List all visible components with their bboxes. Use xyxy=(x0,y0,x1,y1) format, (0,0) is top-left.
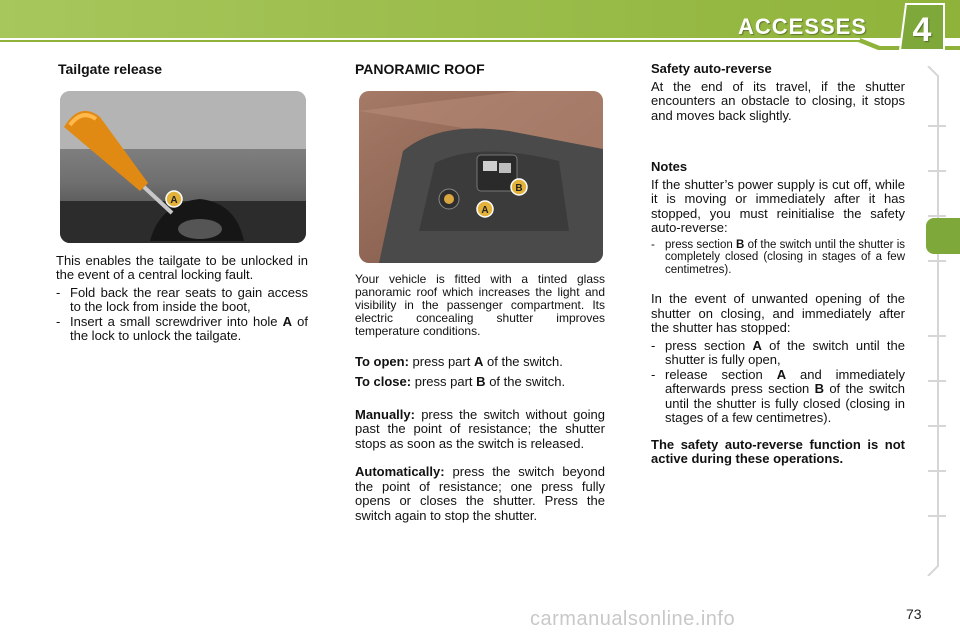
event-item-2-text-b: and immediately afterwards press section xyxy=(665,366,905,396)
tailgate-title: Tailgate release xyxy=(58,61,163,77)
roof-auto-text: press the switch beyond the point of resistance; one press fully opens or closes the shutter. Press the switch again to stop the shutter. xyxy=(355,464,605,523)
notes-title: Notes xyxy=(651,159,688,174)
tailgate-step-1-text: Fold back the rear seats to gain access to the lock from inside the boot, xyxy=(70,284,308,314)
roof-open xyxy=(355,355,605,370)
roof-manual-label: Manually: xyxy=(355,406,415,422)
roof-section xyxy=(355,62,605,523)
roof-title: PANORAMIC ROOF xyxy=(355,61,485,77)
chapter-title: ACCESSES xyxy=(738,14,868,39)
tailgate-intro: This enables the tailgate to be unlocked in the event of a central locking fault. xyxy=(56,252,308,282)
tailgate-photo-image xyxy=(60,91,306,243)
tailgate-photo-label-a: A xyxy=(170,194,178,206)
notes-list xyxy=(651,239,905,277)
event-item-2-text: release section xyxy=(665,366,763,382)
tailgate-step-2: - Insert a small screwdriver into hole A of the lock to unlock the tailgate. xyxy=(56,313,308,343)
event-item-1-text: press section xyxy=(665,337,746,353)
tailgate-section xyxy=(56,62,308,344)
event-item-2-text-c: of the switch until the shutter is fully closed (closing in stages of a few centimetres). xyxy=(665,381,905,425)
roof-close-suffix: of the switch. xyxy=(489,374,566,390)
safety-warning: The safety auto-reverse function is not active during these operations. xyxy=(651,436,905,466)
event-item-2-part-a: A xyxy=(776,366,787,382)
tailgate-photo xyxy=(60,91,306,243)
roof-photo xyxy=(359,91,603,263)
roof-close xyxy=(355,375,605,390)
safety-section xyxy=(651,62,905,467)
roof-auto xyxy=(355,465,605,523)
notes-item-part: B xyxy=(736,238,745,251)
page-number: 73 xyxy=(906,606,922,622)
notes-item-text: press section xyxy=(665,238,733,251)
tailgate-steps xyxy=(56,286,308,344)
roof-photo-label-b: B xyxy=(515,182,523,194)
safety-text: At the end of its travel, if the shutter encounters an obstacle to closing, it stops and moves back slightly. xyxy=(651,78,905,123)
event-item-2: - release section A and immediately afterwards press section B of the switch until the shutter is fully closed (closing in stages of a few centimetres). xyxy=(651,366,905,425)
roof-open-part: A xyxy=(473,353,484,369)
tailgate-step-2-text-b: of the lock to unlock the tailgate. xyxy=(70,313,308,343)
notes-text: If the shutter’s power supply is cut off, while it is moving or immediately after it has stopped, you must reinitialise the safety auto-reverse: xyxy=(651,176,905,235)
roof-open-label: To open: xyxy=(355,353,409,369)
roof-open-suffix: of the switch. xyxy=(487,353,563,369)
event-list xyxy=(651,339,905,426)
chapter-tabs xyxy=(926,66,950,576)
chapter-number: 4 xyxy=(912,11,932,49)
tailgate-step-1: - Fold back the rear seats to gain access to the lock from inside the boot, xyxy=(56,284,308,314)
tailgate-step-2-text: Insert a small screwdriver into hole xyxy=(70,313,278,329)
watermark: carmanualsonline.info xyxy=(530,608,736,630)
roof-auto-label: Automatically: xyxy=(355,464,445,480)
notes-item: - press section B of the switch until the shutter is completely closed (closing in stages of a few centimetres). xyxy=(651,238,905,276)
event-item-1-text-b: of the switch until the shutter is fully open, xyxy=(665,337,905,367)
chapter-tabs-graphic xyxy=(926,66,950,576)
roof-intro: Your vehicle is fitted with a tinted glass panoramic roof which increases the light and visibility in the passenger compartment. Its electric concealing shutter improves temperature conditions. xyxy=(355,271,605,339)
roof-photo-image xyxy=(359,91,603,263)
roof-photo-label-a: A xyxy=(481,204,489,216)
chapter-header xyxy=(0,0,960,58)
event-text: In the event of unwanted opening of the shutter on closing, and immediately after the shutter has stopped: xyxy=(651,291,905,335)
notes-item-text-b: of the switch until the shutter is completely closed (closing in stages of a few centimetres). xyxy=(665,238,905,276)
active-chapter-tab xyxy=(926,218,960,254)
roof-close-text: press part xyxy=(414,374,473,390)
roof-manual-text: press the switch without going past the point of resistance; the shutter stops as soon as the switch is released. xyxy=(355,406,605,451)
roof-manual xyxy=(355,408,605,452)
event-item-1: - press section A of the switch until the shutter is fully open, xyxy=(651,337,905,367)
event-item-1-part: A xyxy=(752,337,762,353)
event-item-2-part-b: B xyxy=(814,381,824,396)
tailgate-step-2-label: A xyxy=(282,313,293,329)
safety-title: Safety auto-reverse xyxy=(651,61,772,76)
roof-open-text: press part xyxy=(412,353,471,369)
roof-close-part: B xyxy=(476,374,486,390)
roof-close-label: To close: xyxy=(355,374,412,390)
